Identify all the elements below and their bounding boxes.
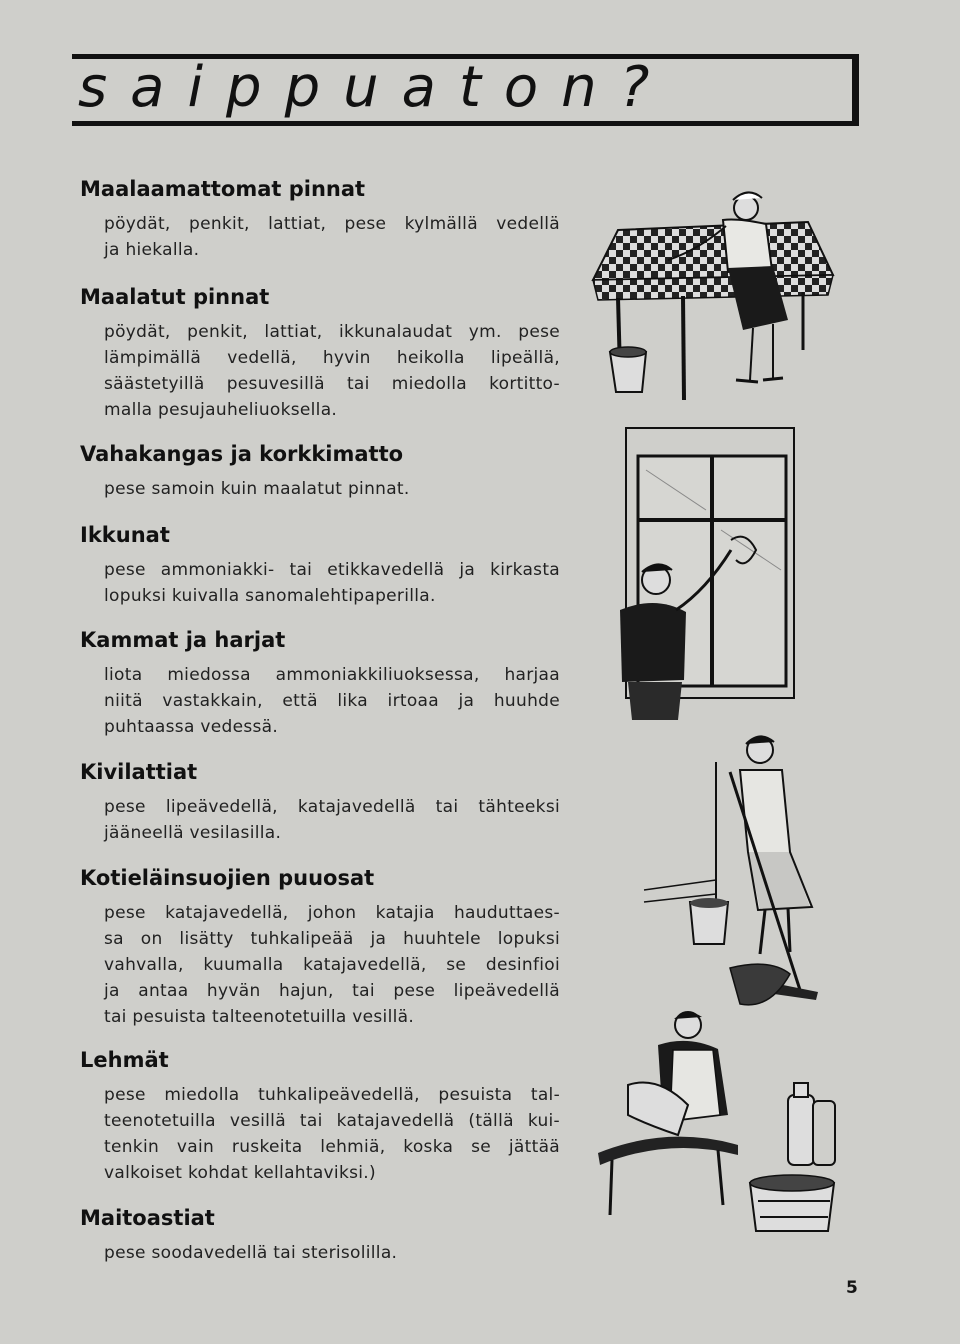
text-line: vahvalla, kuumalla katajavedellä, se desinfioi xyxy=(104,955,560,975)
section-heading: Maitoastiat xyxy=(80,1206,215,1230)
text-line: tai pesuista talteenotetuilla vesillä. xyxy=(104,1007,415,1027)
section-body xyxy=(104,319,560,423)
section-heading: Lehmät xyxy=(80,1048,169,1072)
section-animal-shelters xyxy=(80,866,560,1030)
section-body xyxy=(104,1240,560,1266)
text-line: malla pesujauheliuoksella. xyxy=(104,400,338,420)
text-line: teenotetuilla vesillä tai katajavedellä (tällä kui- xyxy=(104,1111,560,1131)
window-washing-illustration xyxy=(606,420,806,730)
section-windows xyxy=(80,523,560,609)
text-line: niitä vastakkain, että lika irtoaa ja huuhde xyxy=(104,691,560,711)
text-line: pese miedolla tuhkalipeävedellä, pesuista tal- xyxy=(104,1085,560,1105)
text-line: valkoiset kohdat kellahtaviksi.) xyxy=(104,1163,376,1183)
page-title: saippuaton? xyxy=(78,55,673,120)
section-body xyxy=(104,557,560,609)
floor-mopping-illustration xyxy=(640,722,840,1012)
text-line: lopuksi kuivalla sanomalehtipaperilla. xyxy=(104,586,436,606)
page-number: 5 xyxy=(846,1278,858,1298)
text-line: pöydät, penkit, lattiat, ikkunalaudat ym. pese xyxy=(104,322,560,342)
text-line: lämpimällä vedellä, hyvin heikolla lipeällä, xyxy=(104,348,560,368)
section-body xyxy=(104,211,560,263)
text-line: puhtaassa vedessä. xyxy=(104,717,279,737)
section-body xyxy=(104,662,560,740)
section-painted-surfaces xyxy=(80,285,560,423)
section-heading: Kivilattiat xyxy=(80,760,198,784)
section-unpainted-surfaces xyxy=(80,177,560,263)
section-cows xyxy=(80,1048,560,1186)
text-line: ja hiekalla. xyxy=(104,240,200,260)
section-heading: Maalaamattomat pinnat xyxy=(80,177,366,201)
section-oilcloth-cork xyxy=(80,442,560,502)
text-line: tenkin vain ruskeita lehmiä, koska se jättää xyxy=(104,1137,560,1157)
section-combs-brushes xyxy=(80,628,560,740)
text-line: sa on lisätty tuhkalipeää ja huuhtele lopuksi xyxy=(104,929,560,949)
text-line: pese samoin kuin maalatut pinnat. xyxy=(104,479,410,499)
section-heading: Maalatut pinnat xyxy=(80,285,270,309)
section-stone-floors xyxy=(80,760,560,846)
section-heading: Kotieläinsuojien puuosat xyxy=(80,866,375,890)
text-line: liota miedossa ammoniakkiliuoksessa, harjaa xyxy=(104,665,560,685)
text-line: pöydät, penkit, lattiat, pese kylmällä vedellä xyxy=(104,214,560,234)
text-line: jääneellä vesilasilla. xyxy=(104,823,282,843)
text-line: pese ammoniakki- tai etikkavedellä ja kirkasta xyxy=(104,560,560,580)
section-body xyxy=(104,476,560,502)
text-line: ja antaa hyvän hajun, tai pese lipeävedellä xyxy=(104,981,560,1001)
table-scrubbing-illustration xyxy=(588,180,838,420)
section-heading: Ikkunat xyxy=(80,523,170,547)
text-line: pese lipeävedellä, katajavedellä tai tähteeksi xyxy=(104,797,560,817)
section-body xyxy=(104,794,560,846)
section-milk-containers xyxy=(80,1206,560,1266)
text-line: säästetyillä pesuvesillä tai miedolla kortitto- xyxy=(104,374,560,394)
milk-can-washing-illustration xyxy=(588,1005,843,1235)
section-heading: Vahakangas ja korkkimatto xyxy=(80,442,404,466)
text-line: pese soodavedellä tai sterisolilla. xyxy=(104,1243,398,1263)
section-body xyxy=(104,900,560,1030)
section-heading: Kammat ja harjat xyxy=(80,628,286,652)
text-line: pese katajavedellä, johon katajia hauduttaes- xyxy=(104,903,560,923)
section-body xyxy=(104,1082,560,1186)
title-box xyxy=(72,54,859,126)
